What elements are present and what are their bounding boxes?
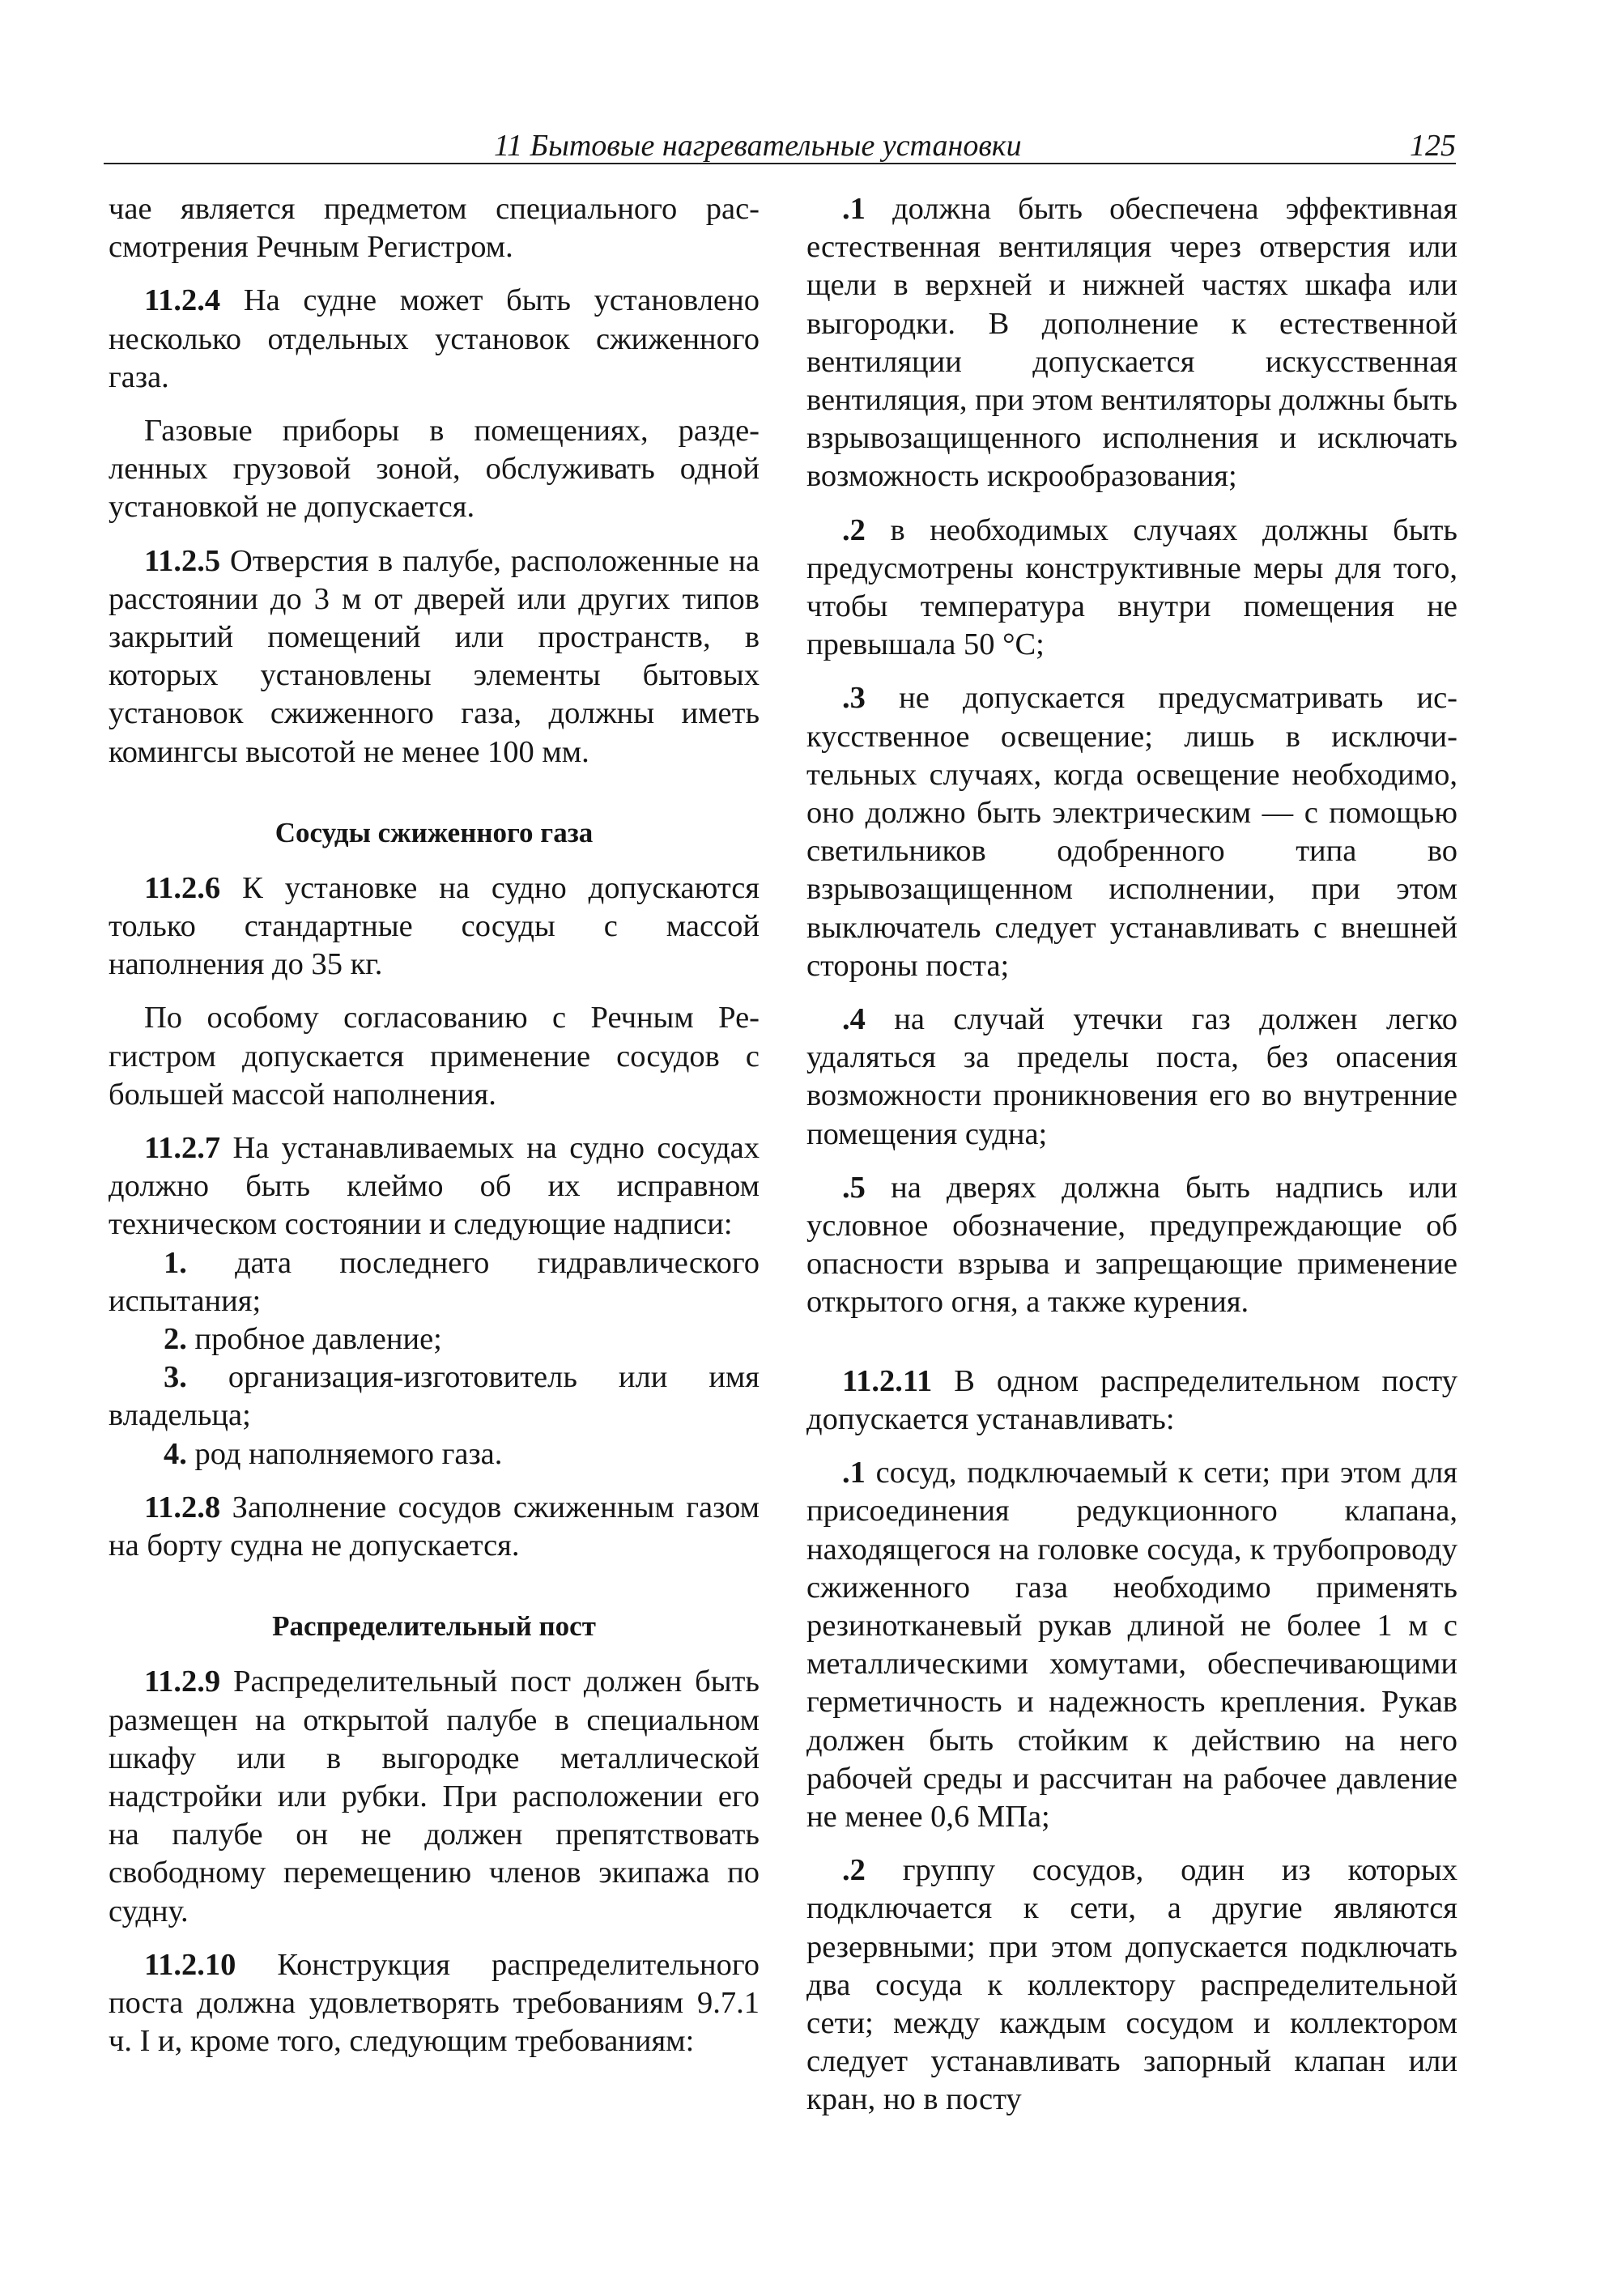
paragraph-continued: чае является предметом специального рассмотрения Речным Регистром. (109, 192, 760, 265)
clause-11-2-4 (109, 282, 760, 397)
clause-text: К установке на судно допускаются только стандартные сосуды с массой наполнения до 35 кг. (109, 870, 760, 982)
section-heading-gas-vessels: Сосуды сжиженного газа (274, 816, 594, 848)
running-header-title: 11 Бытовые нагревательные установки (494, 129, 1022, 163)
clause-11-2-8 (109, 1489, 760, 1565)
clause-text: Отверстия в палубе, расположенные на расстоянии до 3 м от дверей или других типов закрытий помещений или пространств, в которых установлены элементы бытовых установок сжиженного газа, должны иметь комингсы высотой не менее 100 мм. (109, 543, 760, 769)
subclause-text: группу сосудов, один из которых подключается к сети, а другие являются резервными; при этом допускается подключать два сосуда к коллектору распределительной сети; между каждым сосудом и коллектором следует устанавливать запорный клапан или кран, но в посту (806, 1853, 1457, 2117)
subclause-1 (806, 190, 1457, 496)
clause-text: На судне может быть установлено несколько отдельных установок сжиженного газа. (109, 283, 760, 394)
subclause-text: сосуд, подключаемый к сети; при этом для присоединения редукционного клапана, находящегося на головке сосуда, к трубопроводу сжиженного газа необходимо применять резинотканевый рукав длиной не более 1 м с металлическими хомутами, обеспечивающими герметичность и надежность крепления. Рукав должен быть стойким к действию на него рабочей среды и рассчитан на рабочее давление не менее 0,6 МПа; (806, 1456, 1457, 1834)
list-number: 4. (164, 1436, 187, 1471)
subclause-5 (806, 1169, 1457, 1322)
section-heading-distribution-post: Распределительный пост (272, 1610, 596, 1643)
subclause-number: .1 (842, 192, 866, 226)
clause-number: 11.2.10 (144, 1947, 236, 1982)
subclause-number: .4 (842, 1002, 866, 1037)
clause-text: На устанавливаемых на судно сосудах должно быть клеймо об их исправном техническом состоянии и следующие надписи: (109, 1131, 760, 1242)
list-number: 2. (164, 1322, 187, 1357)
page-number: 125 (1410, 129, 1456, 163)
subclause-4 (806, 1001, 1457, 1154)
subclause-number: .5 (842, 1170, 866, 1205)
clause-text: Конструкция распределительного поста должна удовлетворять требованиям 9.7.1 ч. I и, кроме того, следующим требованиям: (109, 1947, 760, 2059)
list-item (109, 1435, 760, 1473)
list-item (109, 1358, 760, 1435)
subclause-3 (806, 679, 1457, 985)
subclause-2 (806, 512, 1457, 665)
paragraph: Газовые приборы в помещениях, разделенных грузовой зоной, обслуживать одной установкой не допускается. (109, 414, 760, 525)
subclause-number: .3 (842, 681, 866, 716)
header-rule (104, 163, 1456, 164)
subclause-text: на случай утечки газ должен легко удаляться за пределы поста, без опасения возможности проникновения его во внутренние помещения судна; (806, 1002, 1457, 1151)
list-text: организация-изготовитель или имя владельца; (109, 1360, 760, 1433)
subclause-text: на дверях должна быть надпись или условное обозначение, предупреждающие об опасности взрыва и запрещающие применение открытого огня, а также курения. (806, 1170, 1457, 1320)
list-text: пробное давление; (186, 1322, 442, 1357)
list-item (109, 1320, 760, 1358)
subclause-text: должна быть обеспечена эффективная естественная вентиляция через отверстия или щели в верхней и нижней частях шкафа или выгородки. В дополнение к естественной вентиляции допускается искусственная вентиляция, при этом вентиляторы должны быть взрывозащищенного исполнения и исключать возможность искрообразования; (806, 192, 1457, 494)
list-text: дата последнего гидравлического испытания; (109, 1245, 760, 1318)
subclause-number: .2 (842, 1853, 866, 1888)
clause-number: 11.2.11 (842, 1363, 933, 1398)
list-text: род наполняемого газа. (186, 1436, 503, 1471)
clause-11-2-9 (109, 1663, 760, 1930)
clause-text: В одном распределительном посту допускается устанавливать: (806, 1363, 1457, 1436)
clause-11-2-10 (109, 1946, 760, 2061)
right-column (806, 190, 1457, 2120)
subclause-2 (806, 1852, 1457, 2119)
clause-11-2-6 (109, 870, 760, 984)
list-number: 3. (164, 1360, 187, 1395)
left-column (109, 190, 760, 2060)
clause-number: 11.2.6 (144, 870, 221, 905)
subclause-text: не допускается предусматривать искусственное освещение; лишь в исключительных случаях, когда освещение необходимо, оно должно быть электрическим — с помощью светильников одобренного типа во взрывозащищенном исполнении, при этом выключатель следует устанавливать с внешней стороны поста; (806, 681, 1457, 983)
subclause-number: .2 (842, 512, 866, 547)
subclause-1 (806, 1454, 1457, 1836)
clause-number: 11.2.4 (144, 283, 221, 318)
clause-11-2-7 (109, 1129, 760, 1244)
paragraph: По особому согласованию с Речным Регистром допускается применение сосудов с большей массой наполнения. (109, 1001, 760, 1112)
clause-text: Заполнение сосудов сжиженным газом на борту судна не допускается. (109, 1490, 760, 1563)
clause-number: 11.2.9 (144, 1665, 221, 1699)
clause-number: 11.2.5 (144, 543, 221, 578)
list-item (109, 1244, 760, 1320)
list-number: 1. (164, 1245, 187, 1280)
clause-11-2-11 (806, 1363, 1457, 1439)
clause-text: Распределительный пост должен быть размещен на открытой палубе в специальном шкафу или в выгородке металлической надстройки или рубки. При расположении его на палубе он не должен препятствовать свободному перемещению членов экипажа по судну. (109, 1665, 760, 1928)
clause-number: 11.2.7 (144, 1131, 221, 1166)
subclause-text: в необходимых случаях должны быть предусмотрены конструктивные меры для того, чтобы температура внутри помещения не превышала 50 °С; (806, 512, 1457, 662)
clause-number: 11.2.8 (144, 1490, 221, 1524)
running-header (104, 125, 1456, 167)
subclause-number: .1 (842, 1456, 866, 1490)
clause-11-2-5 (109, 542, 760, 772)
